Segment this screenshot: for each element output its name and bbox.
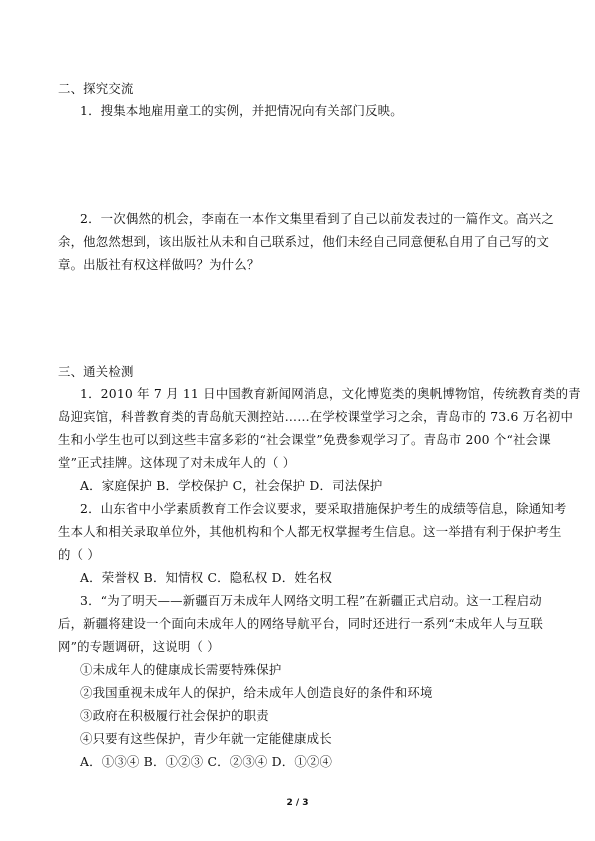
explore-question-2-line-1: 2．一次偶然的机会，李南在一本作文集里看到了自己以前发表过的一篇作文。高兴之 — [80, 211, 554, 226]
test-question-2-line-2: 生本人和相关录取单位外，其他机构和个人都无权掌握考生信息。这一举措有利于保护考生 — [58, 524, 562, 539]
test-question-1-line-2: 岛迎宾馆，科普教育类的青岛航天测控站……在学校课堂学习之余，青岛市的 73.6 万名初中 — [58, 409, 574, 424]
test-question-3-statement-1: ①未成年人的健康成长需要特殊保护 — [80, 662, 282, 677]
test-question-3-statement-3: ③政府在积极履行社会保护的职责 — [80, 708, 269, 723]
test-question-2-options: A．荣誉权 B．知情权 C．隐私权 D．姓名权 — [80, 570, 333, 585]
test-question-1-line-1: 1．2010 年 7 月 11 日中国教育新闻网消息，文化博览类的奥帆博物馆，传统教育类的青 — [80, 386, 581, 401]
test-question-1-line-4: 堂”正式挂牌。这体现了对未成年人的（ ） — [58, 455, 296, 470]
explore-question-2-line-3: 章。出版社有权这样做吗？为什么？ — [58, 257, 260, 272]
test-question-1-options: A．家庭保护 B．学校保护 C，社会保护 D．司法保护 — [80, 478, 383, 493]
test-question-2-line-3: 的（ ） — [58, 547, 100, 562]
test-question-1-line-3: 生和小学生也可以到这些丰富多彩的“社会课堂”免费参观学习了。青岛市 200 个“社会课 — [58, 432, 551, 447]
test-question-2-line-1: 2．山东省中小学素质教育工作会议要求，要采取措施保护考生的成绩等信息，除通知考 — [80, 501, 567, 516]
test-question-3-statement-4: ④只要有这些保护，青少年就一定能健康成长 — [80, 731, 332, 746]
section-heading-test: 三、通关检测 — [58, 364, 134, 379]
page-number: 2 / 3 — [286, 798, 309, 808]
explore-question-2-line-2: 余，他忽然想到，该出版社从未和自己联系过，他们未经自己同意便私自用了自己写的文 — [58, 234, 550, 249]
section-heading-explore: 二、探究交流 — [58, 81, 134, 96]
explore-question-1: 1．搜集本地雇用童工的实例，并把情况向有关部门反映。 — [80, 103, 403, 118]
test-question-3-options: A．①③④ B．①②③ C．②③④ D．①②④ — [80, 754, 333, 769]
test-question-3-line-3: 网”的专题调研，这说明（ ） — [58, 639, 220, 654]
test-question-3-line-2: 后，新疆将建设一个面向未成年人的网络导航平台，同时还进行一系列“未成年人与互联 — [58, 616, 543, 631]
test-question-3-line-1: 3．“为了明天——新疆百万未成年人网络文明工程”在新疆正式启动。这一工程启动 — [80, 593, 542, 608]
test-question-3-statement-2: ②我国重视未成年人的保护，给未成年人创造良好的条件和环境 — [80, 685, 433, 700]
